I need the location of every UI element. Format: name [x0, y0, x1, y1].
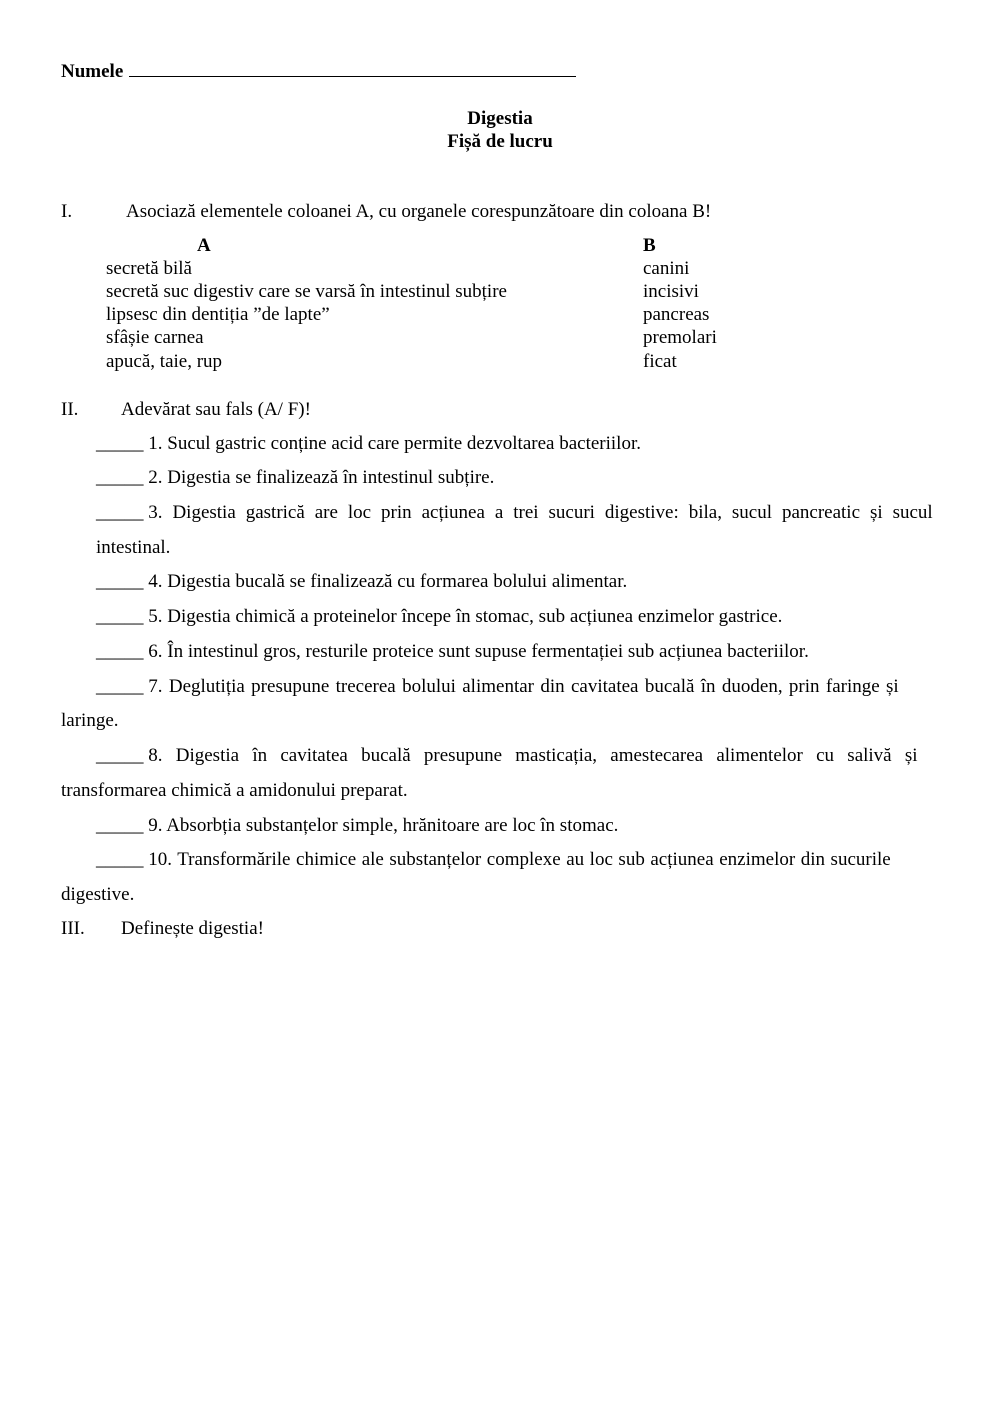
section-3-instruction: Definește digestia!: [121, 918, 264, 939]
column-b-header: B: [643, 235, 656, 256]
column-a-item: apucă, taie, rup: [106, 351, 223, 372]
statement-4: [96, 571, 627, 593]
statement-text: 4. Digestia bucală se finalizează cu formarea bolului alimentar.: [148, 571, 628, 592]
page-title: Digestia: [467, 108, 533, 129]
statement-1: [96, 433, 641, 455]
section-1-numeral: I.: [61, 201, 73, 222]
name-blank-line[interactable]: [129, 58, 576, 77]
statement-8: [96, 745, 918, 767]
statement-3-continuation: intestinal.: [96, 537, 171, 558]
statement-6: [96, 641, 809, 663]
section-3-numeral: III.: [61, 918, 85, 939]
statement-2: [96, 467, 494, 489]
column-a-header: A: [197, 235, 211, 256]
statement-text: 1. Sucul gastric conține acid care permite dezvoltarea bacteriilor.: [148, 433, 641, 454]
answer-blank[interactable]: _____: [96, 641, 144, 662]
statement-7: [96, 676, 899, 698]
answer-blank[interactable]: _____: [96, 676, 144, 697]
statement-text: 3. Digestia gastrică are loc prin acțiunea a trei sucuri digestive: bila, sucul pancreatic și sucul: [148, 502, 933, 523]
column-a-item: lipsesc din dentiția ”de lapte”: [106, 304, 330, 325]
statement-text: 9. Absorbția substanțelor simple, hrănitoare are loc în stomac.: [148, 815, 619, 836]
column-a-item: secretă suc digestiv care se varsă în intestinul subțire: [106, 281, 507, 302]
statement-5: [96, 606, 782, 628]
statement-text: 8. Digestia în cavitatea bucală presupune masticația, amestecarea alimentelor cu salivă și: [148, 745, 918, 766]
statement-10: [96, 849, 891, 871]
statement-8-continuation: transformarea chimică a amidonului preparat.: [61, 780, 408, 801]
answer-blank[interactable]: _____: [96, 571, 144, 592]
statement-7-continuation: laringe.: [61, 710, 119, 731]
statement-text: 5. Digestia chimică a proteinelor începe în stomac, sub acțiunea enzimelor gastrice.: [148, 606, 783, 627]
answer-blank[interactable]: _____: [96, 502, 144, 523]
statement-3: [96, 502, 938, 524]
section-2-numeral: II.: [61, 399, 79, 420]
answer-blank[interactable]: _____: [96, 467, 144, 488]
section-1-instruction: Asociază elementele coloanei A, cu organele corespunzătoare din coloana B!: [126, 201, 712, 222]
answer-blank[interactable]: _____: [96, 815, 144, 836]
statement-text: 7. Deglutiția presupune trecerea bolului alimentar din cavitatea bucală în duoden, prin faringe și: [148, 676, 899, 697]
column-b-item: canini: [643, 258, 690, 279]
answer-blank[interactable]: _____: [96, 745, 144, 766]
column-b-item: incisivi: [643, 281, 699, 302]
statement-text: 6. În intestinul gros, resturile proteice sunt supuse fermentației sub acțiunea bacteriilor.: [148, 641, 809, 662]
column-b-item: premolari: [643, 327, 717, 348]
statement-10-continuation: digestive.: [61, 884, 135, 905]
column-a-item: secretă bilă: [106, 258, 192, 279]
statement-9: [96, 815, 618, 837]
statement-text: 2. Digestia se finalizează în intestinul subțire.: [148, 467, 495, 488]
column-a-item: sfâșie carnea: [106, 327, 204, 348]
answer-blank[interactable]: _____: [96, 849, 144, 870]
answer-blank[interactable]: _____: [96, 433, 144, 454]
statement-text: 10. Transformările chimice ale substanțelor complexe au loc sub acțiunea enzimelor din sucurile: [148, 849, 891, 870]
column-b-item: ficat: [643, 351, 677, 372]
page-subtitle: Fișă de lucru: [447, 131, 553, 152]
column-b-item: pancreas: [643, 304, 710, 325]
answer-blank[interactable]: _____: [96, 606, 144, 627]
section-2-instruction: Adevărat sau fals (A/ F)!: [121, 399, 311, 420]
name-field-row: [61, 58, 576, 83]
name-label: Numele: [61, 61, 124, 82]
